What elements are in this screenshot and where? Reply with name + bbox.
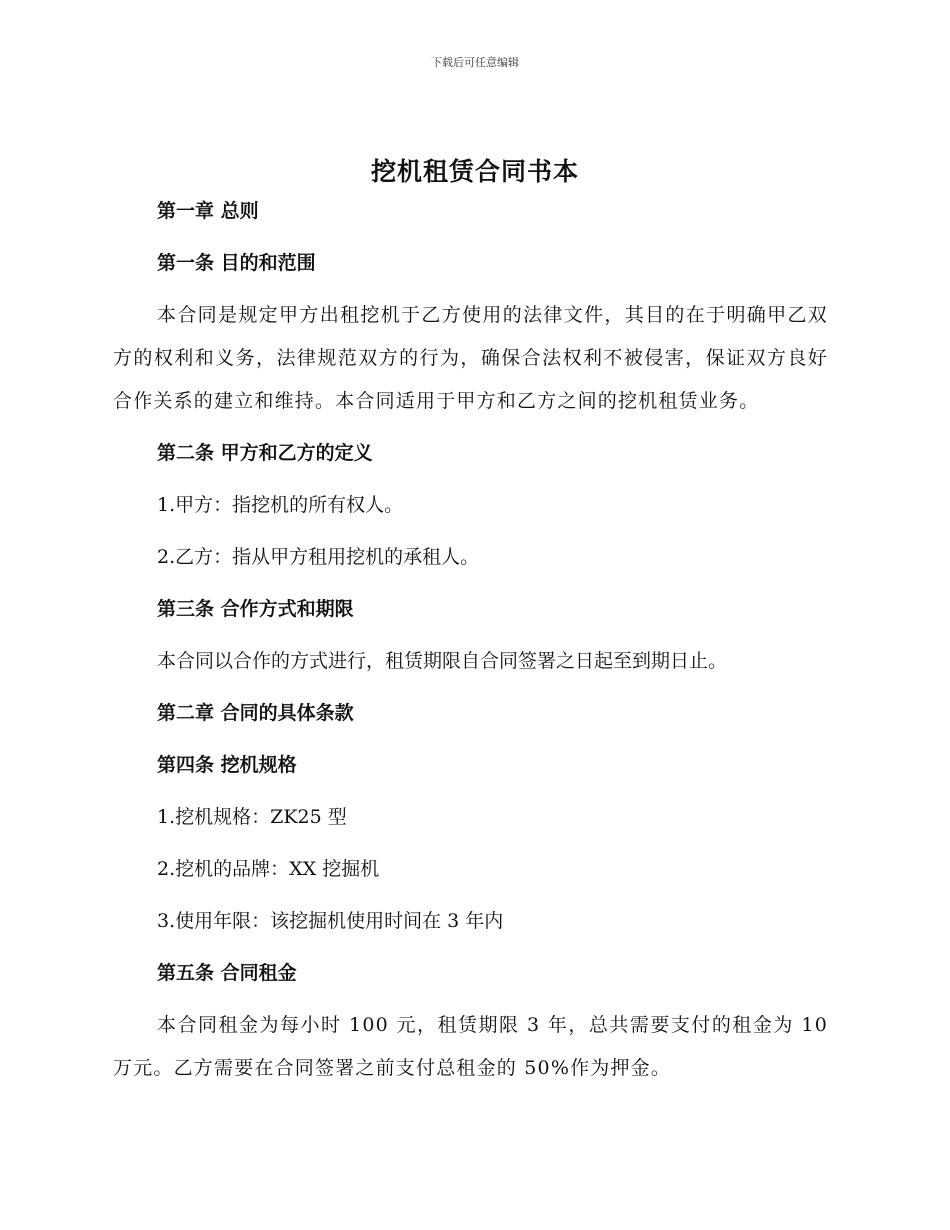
article-1-paragraph: 本合同是规定甲方出租挖机于乙方使用的法律文件，其目的在于明确甲乙双方的权利和义务，法律规范双方的行为，确保合法权利不被侵害，保证双方良好合作关系的建立和维持。本合同适用于甲方和乙方之间的挖机租赁业务。 [113,304,828,412]
article-2-item-2: 2.乙方：指从甲方租用挖机的承租人。 [157,546,480,568]
article-heading-3: 第三条 合作方式和期限 [157,598,354,620]
article-heading-4: 第四条 挖机规格 [157,754,297,776]
article-4-item-2: 2.挖机的品牌：XX 挖掘机 [157,858,380,880]
chapter-heading-1: 第一章 总则 [157,200,259,222]
chapter-heading-2: 第二章 合同的具体条款 [157,702,354,724]
article-heading-5: 第五条 合同租金 [157,962,297,984]
article-heading-1: 第一条 目的和范围 [157,252,316,274]
article-heading-2: 第二条 甲方和乙方的定义 [157,442,373,464]
document-body [113,190,828,1090]
document-title: 挖机租赁合同书本 [370,157,579,186]
article-3-paragraph: 本合同以合作的方式进行，租赁期限自合同签署之日起至到期日止。 [157,650,728,672]
article-4-item-1: 1.挖机规格：ZK25 型 [157,806,347,828]
article-2-item-1: 1.甲方：指挖机的所有权人。 [157,494,404,516]
page-header-note: 下载后可任意编辑 [431,56,519,69]
article-4-item-3: 3.使用年限：该挖掘机使用时间在 3 年内 [157,910,504,932]
article-5-paragraph: 本合同租金为每小时 100 元，租赁期限 3 年，总共需要支付的租金为 10 万元。乙方需要在合同签署之前支付总租金的 50%作为押金。 [113,1014,828,1079]
